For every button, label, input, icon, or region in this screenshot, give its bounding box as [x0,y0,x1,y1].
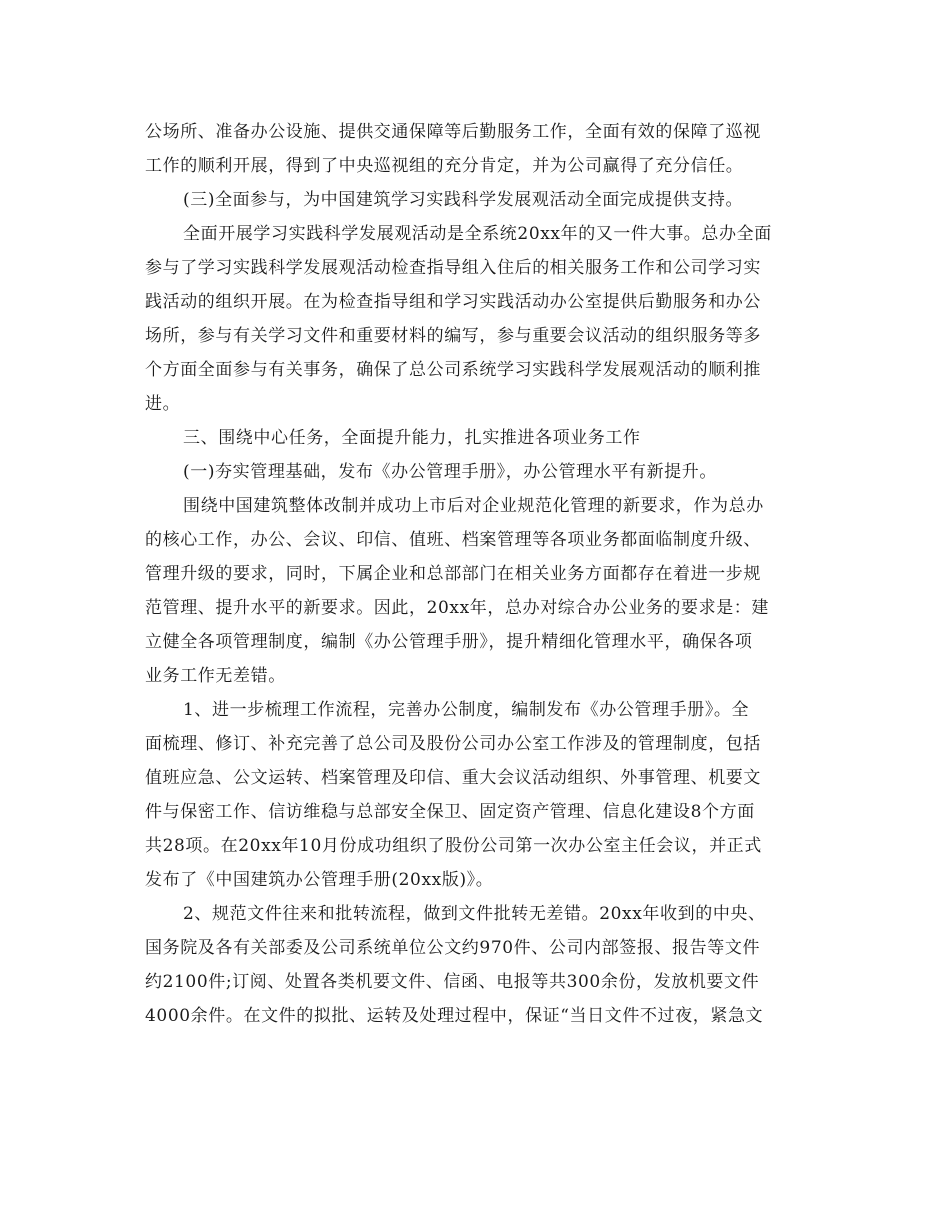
text-line: 践活动的组织开展。在为检查指导组和学习实践活动办公室提供后勤服务和办公 [145,292,761,312]
text-line: 面梳理、修订、补充完善了总公司及股份公司办公室工作涉及的管理制度，包括 [145,734,761,754]
text-line: 4000余件。在文件的拟批、运转及处理过程中，保证“当日文件不过夜，紧急文 [145,1006,764,1026]
text-line: 的核心工作，办公、会议、印信、值班、档案管理等各项业务都面临制度升级、 [145,530,761,550]
text-line: 立健全各项管理制度，编制《办公管理手册》，提升精细化管理水平，确保各项 [145,632,753,652]
text-line: 值班应急、公文运转、档案管理及印信、重大会议活动组织、外事管理、机要文 [145,768,761,788]
text-line: 场所，参与有关学习文件和重要材料的编写，参与重要会议活动的组织服务等多 [145,326,761,346]
text-line: 公场所、准备办公设施、提供交通保障等后勤服务工作，全面有效的保障了巡视 [145,122,761,142]
section-heading: 三、围绕中心任务，全面提升能力，扎实推进各项业务工作 [183,428,641,448]
text-line: 围绕中国建筑整体改制并成功上市后对企业规范化管理的新要求，作为总办 [183,496,764,516]
text-line: 2、规范文件往来和批转流程，做到文件批转无差错。20xx年收到的中央、 [183,904,766,924]
text-line: 约2100件;订阅、处置各类机要文件、信函、电报等共300余份，发放机要文件 [145,972,760,992]
text-line: 共28项。在20xx年10月份成功组织了股份公司第一次办公室主任会议，并正式 [145,836,762,856]
text-line: 业务工作无差错。 [145,666,286,686]
section-heading: (三)全面参与，为中国建筑学习实践科学发展观活动全面完成提供支持。 [183,190,744,210]
text-line: 进。 [145,394,181,414]
text-line: 全面开展学习实践科学发展观活动是全系统20xx年的又一件大事。总办全面 [183,224,772,244]
text-line: 国务院及各有关部委及公司系统单位公文约970件、公司内部签报、报告等文件 [145,938,761,958]
document-body [145,115,805,1033]
text-line: 发布了《中国建筑办公管理手册(20xx版)》。 [145,870,494,890]
text-line: 范管理、提升水平的新要求。因此，20xx年，总办对综合办公业务的要求是：建 [145,598,770,618]
text-line: 管理升级的要求，同时，下属企业和总部部门在相关业务方面都存在着进一步规 [145,564,761,584]
text-line: 件与保密工作、信访维稳与总部安全保卫、固定资产管理、信息化建设8个方面 [145,802,755,822]
text-line: 个方面全面参与有关事务，确保了总公司系统学习实践科学发展观活动的顺利推 [145,360,761,380]
text-line: 参与了学习实践科学发展观活动检查指导组入住后的相关服务工作和公司学习实 [145,258,761,278]
section-heading: (一)夯实管理基础，发布《办公管理手册》，办公管理水平有新提升。 [183,462,717,482]
text-line: 1、进一步梳理工作流程，完善办公制度，编制发布《办公管理手册》。全 [183,700,750,720]
text-line: 工作的顺利开展，得到了中央巡视组的充分肯定，并为公司赢得了充分信任。 [145,156,744,176]
